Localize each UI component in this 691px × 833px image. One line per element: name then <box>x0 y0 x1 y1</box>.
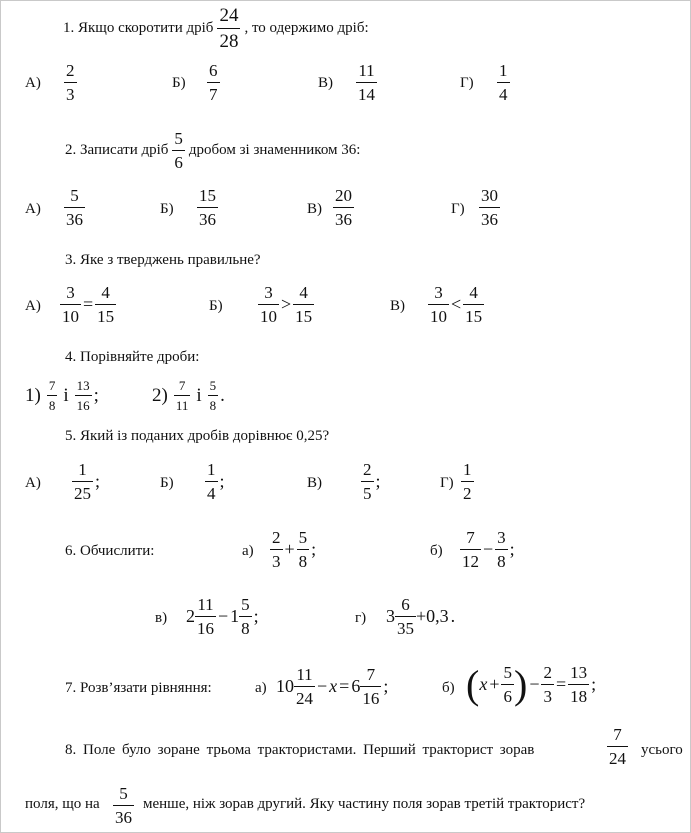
q5-option-a <box>72 461 102 502</box>
q7-b-r-den: 18 <box>568 684 589 705</box>
q1-text-after: , то одержимо дріб: <box>244 20 369 36</box>
q5-b-den: 4 <box>205 481 218 502</box>
q7-b-variable: x <box>479 674 488 694</box>
q5-d-den: 2 <box>461 481 474 502</box>
q1-option-c-fraction <box>356 62 377 103</box>
q3-b-l-den: 10 <box>258 304 279 325</box>
q1-b-num: 6 <box>209 61 218 80</box>
q3-option-a-label: А) <box>25 298 41 314</box>
q1-option-d-label: Г) <box>460 75 474 91</box>
q6-b-y-fraction <box>495 529 508 570</box>
q4-1-l-den: 8 <box>47 395 58 412</box>
q2-c-num: 20 <box>335 186 352 205</box>
q6-a-operator: + <box>284 539 295 559</box>
q5-b-end: ; <box>219 471 225 491</box>
q6-c-end: ; <box>253 606 259 626</box>
q6-b-x-fraction <box>460 529 481 570</box>
q4-1-r-num: 13 <box>76 378 90 393</box>
q8-fraction-1 <box>607 726 628 767</box>
q6-b-expression <box>460 529 517 570</box>
q7-b-q-num: 2 <box>543 663 552 682</box>
q2-b-num: 15 <box>199 186 216 205</box>
q5-option-b <box>205 461 227 502</box>
q7-b-equation <box>466 661 598 707</box>
q2-b-den: 36 <box>197 207 218 228</box>
q3-c-l-num: 3 <box>434 283 443 302</box>
q5-d-fraction <box>461 461 474 502</box>
q4-2-right-fraction <box>208 379 219 412</box>
q7-b-p-fraction <box>501 664 514 705</box>
q4-2-end: . <box>220 384 225 406</box>
q2-option-b-label: Б) <box>160 201 174 217</box>
q5-a-num: 1 <box>78 460 87 479</box>
q1-c-den: 14 <box>356 82 377 103</box>
q4-item-2-label: 2) <box>152 384 168 406</box>
q6-c-x-fraction <box>195 596 216 637</box>
q1-d-num: 1 <box>499 61 508 80</box>
q2-option-c-label: В) <box>307 201 322 217</box>
q2-a-den: 36 <box>64 207 85 228</box>
q3-option-c-expression <box>428 284 484 325</box>
q8-line-1-end: усього <box>641 742 683 758</box>
q5-option-d <box>461 461 474 502</box>
q2-option-b-fraction <box>197 187 218 228</box>
q6-a-y-den: 8 <box>297 549 310 570</box>
q6-c-x-num: 11 <box>197 595 214 614</box>
q3-b-r-den: 15 <box>293 304 314 325</box>
q6-a-y-fraction <box>297 529 310 570</box>
q7-b-equals: = <box>555 674 567 694</box>
q6-c-expression <box>186 596 261 637</box>
q5-a-den: 25 <box>72 481 93 502</box>
q6-b-y-num: 3 <box>497 528 506 547</box>
q3-b-operator: > <box>281 294 292 314</box>
q5-c-num: 2 <box>363 460 372 479</box>
q7-a-y-fraction <box>360 666 381 707</box>
q4-1-left-fraction <box>47 379 58 412</box>
q7-a-equation <box>276 666 390 707</box>
q8-fraction-2 <box>113 785 134 826</box>
q2-text-after: дробом зі знаменником 36: <box>188 142 361 158</box>
q4-item-1-label: 1) <box>25 384 41 406</box>
q4-2-conjunction: і <box>196 384 202 406</box>
q6-b-operator: − <box>483 539 494 559</box>
q8-frac2-num: 5 <box>119 784 128 803</box>
q7-a-minus: − <box>317 676 328 696</box>
q5-option-b-label: Б) <box>160 475 174 491</box>
q4-question: 4. Порівняйте дроби: <box>65 349 200 365</box>
q2-frac-denominator: 6 <box>172 150 185 171</box>
q7-b-left-paren: ( <box>466 661 480 707</box>
q3-c-left-fraction <box>428 284 449 325</box>
q3-option-a-expression <box>60 284 116 325</box>
q1-option-b-label: Б) <box>172 75 186 91</box>
q1-d-den: 4 <box>497 82 510 103</box>
q6-c-whole-1: 2 <box>186 606 195 626</box>
q1-a-num: 2 <box>66 61 75 80</box>
q3-a-r-den: 15 <box>95 304 116 325</box>
q5-option-a-label: А) <box>25 475 41 491</box>
q7-b-q-den: 3 <box>541 684 554 705</box>
q3-b-right-fraction <box>293 284 314 325</box>
q7-b-minus: − <box>529 674 540 694</box>
q2-option-d-label: Г) <box>451 201 465 217</box>
q4-2-r-den: 8 <box>208 395 219 412</box>
q6-a-y-num: 5 <box>298 528 308 547</box>
q8-frac1-num: 7 <box>613 725 622 744</box>
q5-option-d-label: Г) <box>440 475 454 491</box>
q6-b-y-den: 8 <box>495 549 508 570</box>
q7-b-p-den: 6 <box>501 684 514 705</box>
q8-line-2-start: поля, що на <box>25 796 100 812</box>
q1-text-before: 1. Якщо скоротити дріб <box>63 20 214 36</box>
q1-c-num: 11 <box>358 61 375 80</box>
q7-a-end: ; <box>383 676 389 696</box>
q1-option-c-label: В) <box>318 75 333 91</box>
q6-a-end: ; <box>311 539 317 559</box>
q4-item-1 <box>25 379 99 412</box>
q6-d-whole: 3 <box>386 606 395 626</box>
q6-c-y-den: 8 <box>239 616 252 637</box>
q1-option-b-fraction <box>207 62 220 103</box>
q3-c-r-den: 15 <box>463 304 484 325</box>
q6-c-operator: − <box>218 606 229 626</box>
q6-c-x-den: 16 <box>195 616 216 637</box>
q6-c-label: в) <box>155 610 168 626</box>
q3-a-left-fraction <box>60 284 81 325</box>
q6-d-rest: +0,3 <box>416 606 449 626</box>
q5-b-num: 1 <box>207 460 216 479</box>
q2-fraction <box>172 130 185 171</box>
q7-a-x-den: 24 <box>294 686 315 707</box>
q7-b-plus: + <box>489 674 500 694</box>
q8-frac2-den: 36 <box>113 805 134 826</box>
q2-frac-numerator: 5 <box>174 129 183 148</box>
q2-question <box>65 130 360 171</box>
q2-d-den: 36 <box>479 207 500 228</box>
q7-a-x-num: 11 <box>296 665 313 684</box>
q6-a-x-fraction <box>270 529 283 570</box>
q3-option-b-label: Б) <box>209 298 223 314</box>
q6-d-num: 6 <box>401 595 410 614</box>
q2-c-den: 36 <box>333 207 354 228</box>
q3-a-l-num: 3 <box>66 283 75 302</box>
q6-c-y-num: 5 <box>241 595 250 614</box>
q6-d-label: г) <box>355 610 367 626</box>
q6-b-label: б) <box>430 543 443 559</box>
q3-c-right-fraction <box>463 284 484 325</box>
q1-fraction <box>217 6 240 51</box>
q4-2-l-den: 11 <box>174 395 191 412</box>
q6-b-x-num: 7 <box>466 528 475 547</box>
q4-1-r-den: 16 <box>75 395 92 412</box>
q7-a-label: а) <box>255 680 267 696</box>
q6-d-expression <box>386 596 457 637</box>
q7-b-r-num: 13 <box>570 663 588 682</box>
q7-b-r-fraction <box>568 664 589 705</box>
q2-text-before: 2. Записати дріб <box>65 142 169 158</box>
q6-a-x-num: 2 <box>272 528 281 547</box>
q6-a-label: а) <box>242 543 254 559</box>
q5-a-fraction <box>72 461 93 502</box>
q7-a-y-den: 16 <box>360 686 381 707</box>
q5-d-num: 1 <box>463 460 472 479</box>
q2-option-a-fraction <box>64 187 85 228</box>
q8-line-1-text: 8. Поле було зоране трьома трактористами. Перший тракторист зорав <box>65 742 535 758</box>
q3-c-r-num: 4 <box>469 283 478 302</box>
q3-c-l-den: 10 <box>428 304 449 325</box>
q2-a-num: 5 <box>70 186 79 205</box>
q5-c-den: 5 <box>361 481 374 502</box>
q3-b-l-num: 3 <box>264 283 273 302</box>
q1-option-d-fraction <box>497 62 510 103</box>
q4-1-conjunction: і <box>63 384 69 406</box>
q7-a-x-fraction <box>294 666 315 707</box>
q6-c-y-fraction <box>239 596 252 637</box>
q7-a-variable: x <box>329 676 338 696</box>
q1-frac-denominator: 28 <box>217 28 240 51</box>
q7-b-p-num: 5 <box>503 663 512 682</box>
q5-c-fraction <box>361 461 374 502</box>
q7-a-whole-1: 10 <box>276 676 294 696</box>
q4-1-end: ; <box>93 384 99 406</box>
q4-1-l-num: 7 <box>48 378 56 393</box>
q6-b-x-den: 12 <box>460 549 481 570</box>
q6-c-whole-2: 1 <box>230 606 240 626</box>
q2-option-c-fraction <box>333 187 354 228</box>
q3-option-b-expression <box>258 284 314 325</box>
q5-a-end: ; <box>95 471 101 491</box>
q6-a-expression <box>270 529 318 570</box>
q6-d-den: 35 <box>395 616 416 637</box>
q5-question: 5. Який із поданих дробів дорівнює 0,25? <box>65 428 330 444</box>
q5-b-fraction <box>205 461 218 502</box>
q6-d-fraction <box>395 596 416 637</box>
q7-a-equals: = <box>339 676 350 696</box>
q5-option-c-label: В) <box>307 475 322 491</box>
q1-frac-numerator: 24 <box>219 5 239 26</box>
q8-line-2-end: менше, ніж зорав другий. Яку частину поля зорав третій тракторист? <box>143 796 586 812</box>
q4-1-right-fraction <box>75 379 92 412</box>
q1-option-a-label: А) <box>25 75 41 91</box>
q5-option-c <box>361 461 383 502</box>
q7-b-q-fraction <box>541 664 554 705</box>
q1-a-den: 3 <box>64 82 77 103</box>
q7-b-label: б) <box>442 680 455 696</box>
q7-b-end: ; <box>591 674 597 694</box>
q3-a-operator: = <box>83 294 94 314</box>
q7-a-y-num: 7 <box>366 665 376 684</box>
q3-b-r-num: 4 <box>299 283 308 302</box>
q3-c-operator: < <box>451 294 462 314</box>
q4-2-left-fraction <box>174 379 191 412</box>
q7-b-right-paren: ) <box>513 661 528 707</box>
q2-d-num: 30 <box>481 186 498 205</box>
q1-question <box>63 6 369 51</box>
q7-a-whole-2: 6 <box>351 676 361 696</box>
q4-2-r-num: 5 <box>209 378 217 393</box>
q8-frac1-den: 24 <box>607 746 628 767</box>
q3-option-c-label: В) <box>390 298 405 314</box>
q3-a-l-den: 10 <box>60 304 81 325</box>
q6-d-end: . <box>450 606 456 626</box>
q1-b-den: 7 <box>207 82 220 103</box>
q1-option-a-fraction <box>64 62 77 103</box>
q3-a-r-num: 4 <box>101 283 110 302</box>
q2-option-a-label: А) <box>25 201 41 217</box>
q4-2-l-num: 7 <box>178 378 186 393</box>
q7-question: 7. Розв’язати рівняння: <box>65 680 212 696</box>
q3-question: 3. Яке з тверджень правильне? <box>65 252 261 268</box>
q3-a-right-fraction <box>95 284 116 325</box>
q6-b-end: ; <box>509 539 515 559</box>
q2-option-d-fraction <box>479 187 500 228</box>
q6-a-x-den: 3 <box>270 549 283 570</box>
q3-b-left-fraction <box>258 284 279 325</box>
q6-question: 6. Обчислити: <box>65 543 155 559</box>
q5-c-end: ; <box>375 471 381 491</box>
q4-item-2 <box>152 379 225 412</box>
